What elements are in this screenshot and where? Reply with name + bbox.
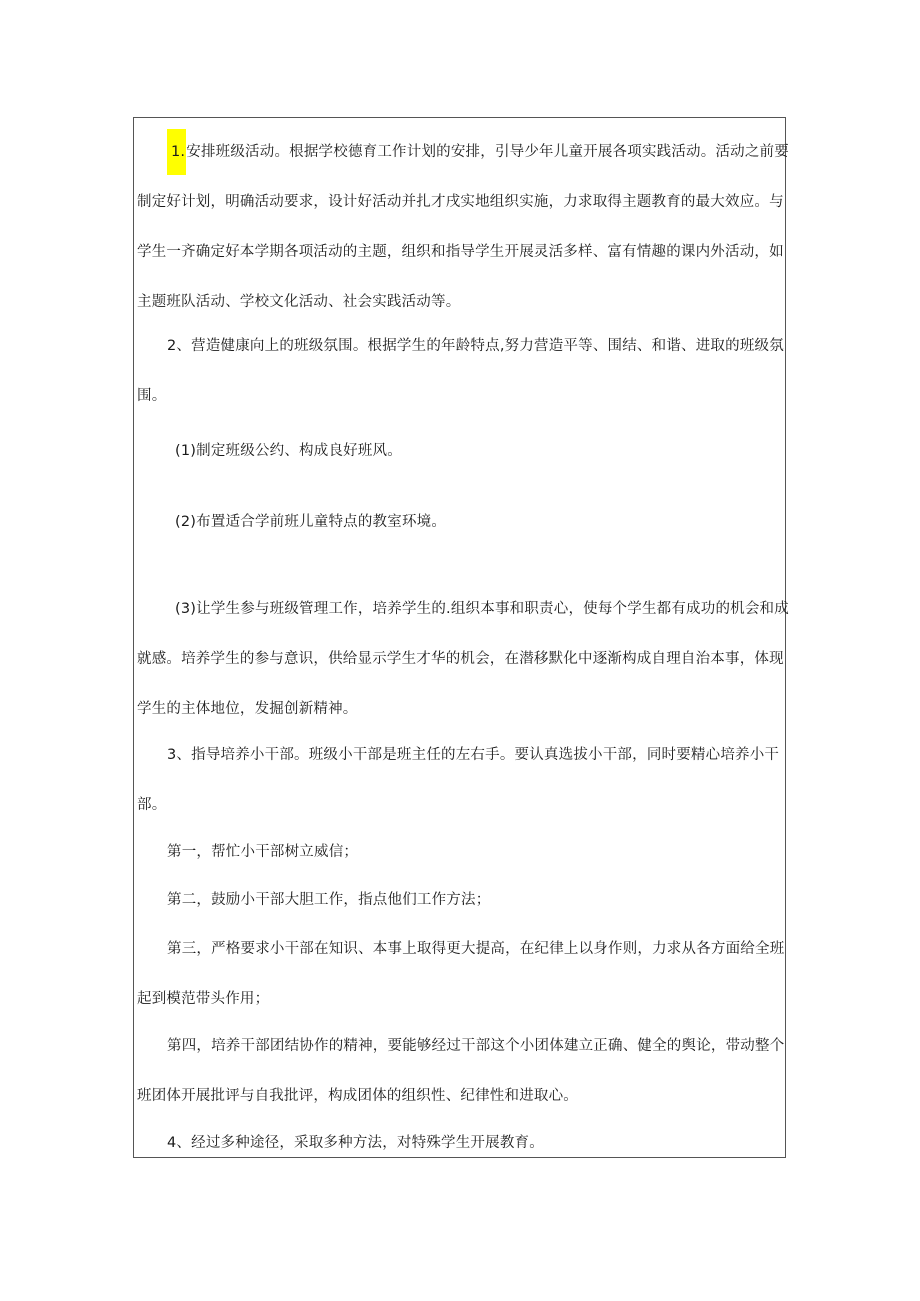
paragraph-fourth (137, 1021, 785, 1121)
paragraph-third (137, 924, 785, 1024)
paragraph-line: 4、经过多种途径，采取多种方法，对特殊学生开展教育。 (167, 1135, 544, 1151)
paragraph-line: 就感。培养学生的参与意识，供给显示学生才华的机会，在潜移默化中逐渐构成自理自治本事，体现 (137, 651, 784, 667)
paragraph-line: 主题班队活动、学校文化活动、社会实践活动等。 (137, 294, 461, 310)
paragraph-line: 制定好计划，明确活动要求，设计好活动并扎才戌实地组织实施，力求取得主题教育的最大效应。与 (137, 194, 784, 210)
paragraph-classroom (137, 497, 785, 547)
paragraph-atmosphere (137, 321, 785, 421)
paragraph-first (137, 827, 785, 877)
paragraph-line: 1.安排班级活动。根据学校德育工作计划的安排，引导少年儿童开展各项实践活动。活动之前要 (137, 127, 785, 177)
paragraph-line: 部。 (137, 797, 167, 813)
paragraph-line: 第一，帮忙小干部树立威信； (167, 844, 359, 860)
paragraph-line: (2)布置适合学前班儿童特点的教室环境。 (175, 514, 447, 530)
paragraph-line: 班团体开展批评与自我批评，构成团体的组织性、纪律性和进取心。 (137, 1088, 578, 1104)
paragraph-activities (137, 127, 789, 327)
paragraph-line: 3、指导培养小干部。班级小干部是班主任的左右手。要认真选拔小干部，同时要精心培养小干 (167, 747, 780, 763)
paragraph-line: 第二，鼓励小干部大胆工作，指点他们工作方法； (167, 892, 491, 908)
paragraph-line: 第四，培养干部团结协作的精神，要能够经过干部这个小团体建立正确、健全的舆论，带动整个 (167, 1038, 785, 1054)
paragraph-second (137, 875, 785, 925)
paragraph-line: 第三，严格要求小干部在知识、本事上取得更大提高，在纪律上以身作则，力求从各方面给全班 (167, 941, 785, 957)
paragraph-participation (137, 584, 789, 734)
highlight-marker: 1. (167, 129, 186, 175)
paragraph-line: 2、营造健康向上的班级氛围。根据学生的年龄特点,努力营造平等、围结、和谐、进取的班级氛 (167, 338, 784, 354)
paragraph-line: 学生的主体地位，发掘创新精神。 (137, 701, 358, 717)
paragraph-line: 围。 (137, 388, 167, 404)
paragraph-special-students (137, 1118, 785, 1168)
paragraph-line: (3)让学生参与班级管理工作，培养学生的.组织本事和职责心，使每个学生都有成功的机会和成 (175, 601, 789, 617)
paragraph-class-rules (137, 426, 785, 476)
paragraph-cadres (137, 730, 785, 830)
paragraph-line: 起到模范带头作用； (137, 991, 270, 1007)
paragraph-line: 学生一齐确定好本学期各项活动的主题，组织和指导学生开展灵活多样、富有情趣的课内外活动，如 (137, 244, 784, 260)
paragraph-line: (1)制定班级公约、构成良好班风。 (175, 443, 402, 459)
